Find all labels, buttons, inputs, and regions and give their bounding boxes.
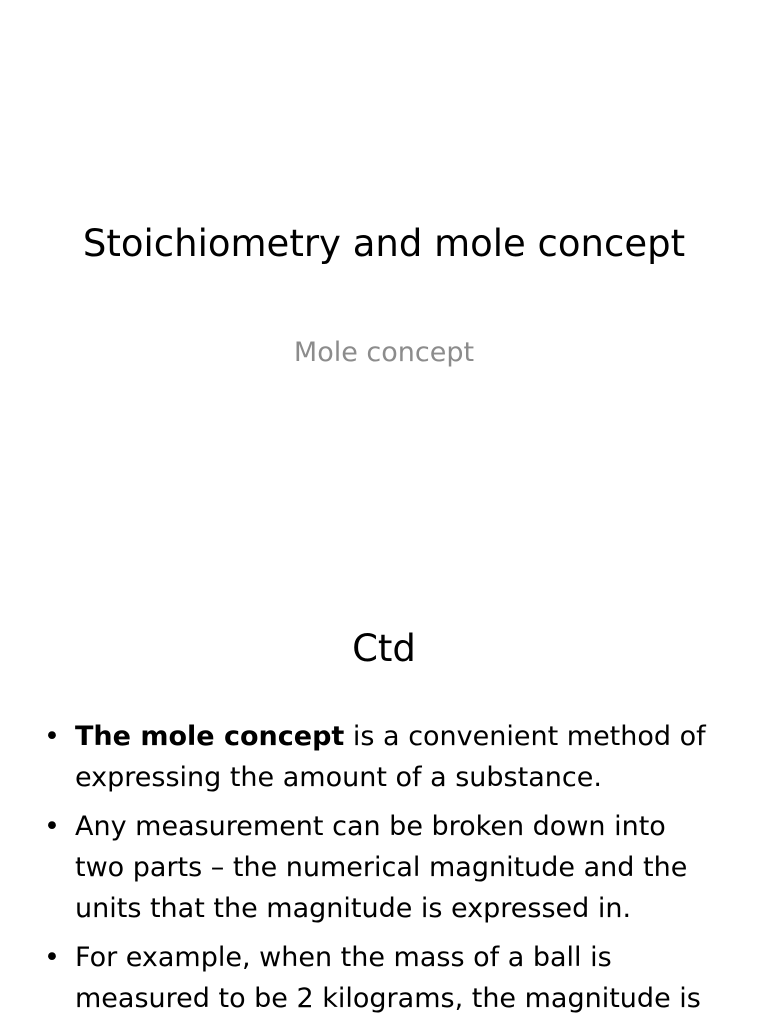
content-slide <box>0 576 768 1024</box>
bullet-dot-icon: • <box>44 721 60 752</box>
bullet-dot-icon: • <box>44 942 60 973</box>
bullet-item <box>0 937 768 1019</box>
presentation-title: Stoichiometry and mole concept <box>82 222 686 265</box>
bullet-item <box>0 806 768 929</box>
bullet-text: is a convenient method of expressing the amount of a substance. <box>75 721 706 793</box>
bullet-text: For example, when the mass of a ball is measured to be 2 kilograms, the magnitude is <box>75 942 701 1014</box>
bullet-dot-icon: • <box>44 811 60 842</box>
bullet-item <box>0 716 768 798</box>
bullet-bold-text: The mole concept <box>75 721 345 752</box>
bullet-text: Any measurement can be broken down into two parts – the numerical magnitude and the units that the magnitude is expressed in. <box>75 811 688 924</box>
slide-title: Ctd <box>352 627 416 670</box>
presentation-subtitle: Mole concept <box>293 337 475 368</box>
bullet-list <box>0 716 768 1024</box>
